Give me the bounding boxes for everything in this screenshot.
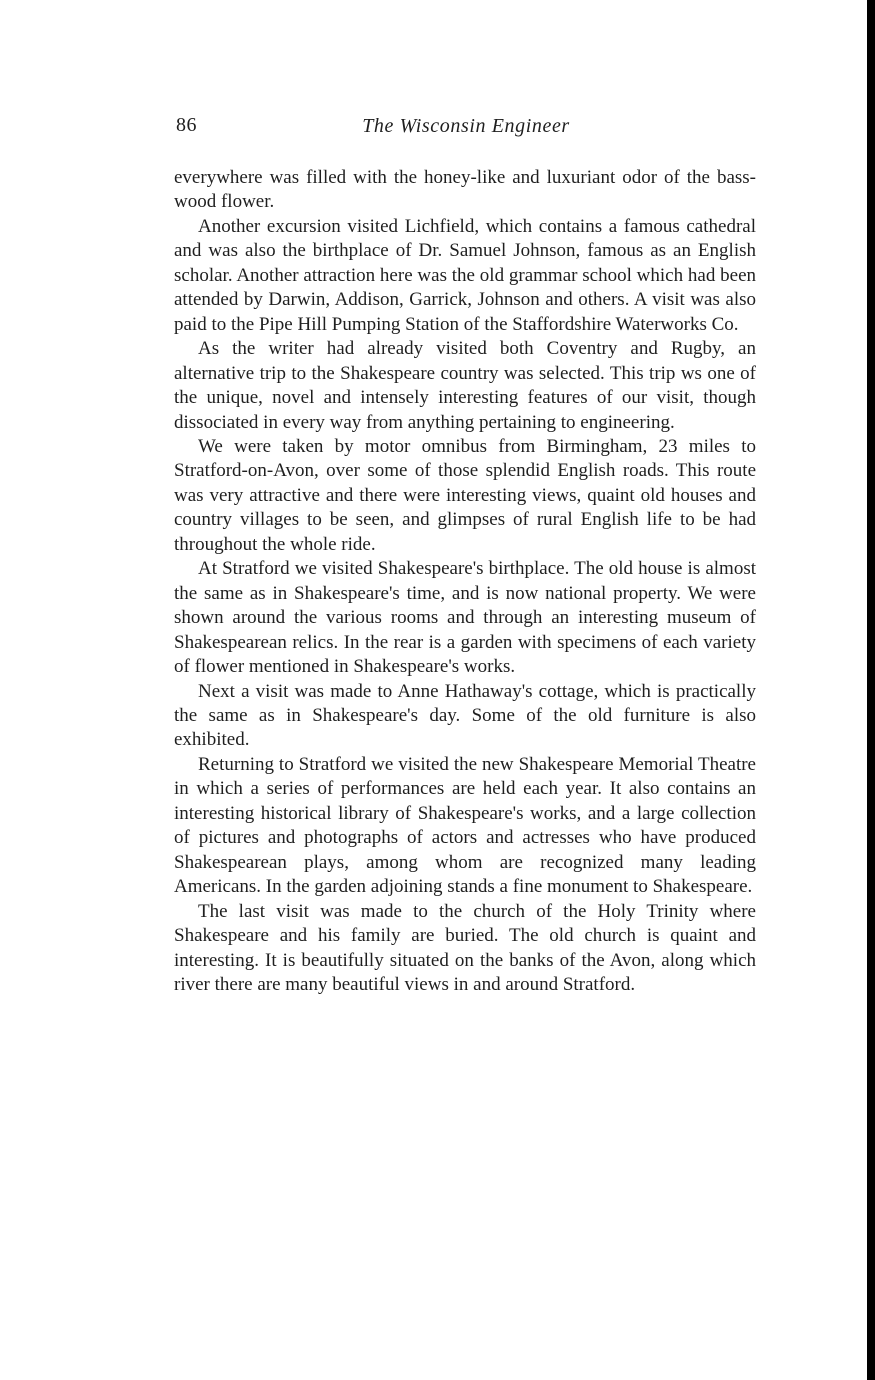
running-title: The Wisconsin Engineer: [362, 115, 570, 137]
paragraph-memorial-theatre: Returning to Stratford we visited the new Shakespeare Memorial Theatre in which a series of performances are held each year. It also contains an interesting historical library of Shakespeare's works, and a large collection of pictures and photographs of actors and actresses who have produced Shakespearean plays, among whom are recognized many leading Americans. In the garden adjoining stands a fine monument to Shakespeare.: [174, 753, 756, 898]
paragraph-motor-omnibus: We were taken by motor omnibus from Birmingham, 23 miles to Stratford-on-Avon, over some of those splendid English roads. This route was very attractive and there were interesting views, quaint old houses and country villages to be seen, and glimpses of rural English life to be had throughout the whole ride.: [174, 435, 756, 555]
page-number: 86: [176, 114, 197, 136]
paragraph-shakespeare-trip: As the writer had already visited both Coventry and Rugby, an alternative trip to the Shakespeare country was selected. This trip ws one of the unique, novel and intensely interesting features of our visit, though dissociated in every way from anything pertaining to engineering.: [174, 338, 756, 433]
paragraph-continuation: everywhere was filled with the honey-like and luxuriant odor of the bass-wood flower.: [174, 167, 756, 213]
paragraph-holy-trinity: The last visit was made to the church of the Holy Trinity where Shakespeare and his family are buried. The old church is quaint and interesting. It is beautifully situated on the banks of the Avon, along which river there are many beautiful views in and around Stratford.: [174, 900, 756, 995]
page-edge-border: [867, 0, 875, 1380]
paragraph-lichfield: Another excursion visited Lichfield, which contains a famous cathedral and was also the birthplace of Dr. Samuel Johnson, famous as an English scholar. Another attraction here was the old grammar school which had been attended by Darwin, Addison, Garrick, Johnson and others. A visit was also paid to the Pipe Hill Pumping Station of the Staffordshire Waterworks Co.: [174, 215, 756, 335]
article-body: [174, 166, 756, 997]
paragraph-hathaway-cottage: Next a visit was made to Anne Hathaway's cottage, which is practically the same as in Shakespeare's day. Some of the old furniture is also exhibited.: [174, 680, 756, 751]
paragraph-birthplace: At Stratford we visited Shakespeare's birthplace. The old house is almost the same as in Shakespeare's time, and is now national property. We were shown around the various rooms and through an interesting museum of Shakespearean relics. In the rear is a garden with specimens of each variety of flower mentioned in Shakespeare's works.: [174, 558, 756, 678]
